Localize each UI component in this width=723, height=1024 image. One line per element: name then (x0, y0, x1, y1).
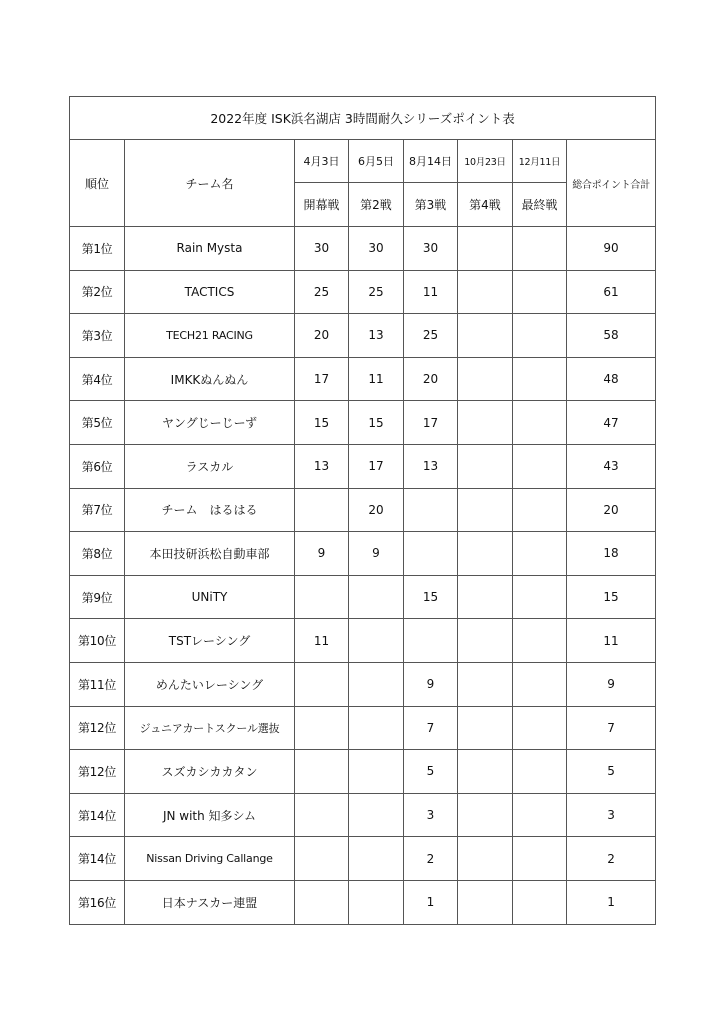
round-1-points: 11 (295, 619, 349, 663)
round-header-1: 開幕戦 (295, 183, 349, 227)
rank-cell: 第12位 (70, 750, 125, 794)
rank-cell: 第6位 (70, 444, 125, 488)
round-2-points (349, 837, 404, 881)
round-5-points (513, 880, 567, 924)
round-4-points (458, 619, 513, 663)
round-4-points (458, 357, 513, 401)
round-4-points (458, 270, 513, 314)
round-2-points: 9 (349, 532, 404, 576)
round-3-points: 15 (404, 575, 458, 619)
total-points: 20 (567, 488, 656, 532)
round-header-2: 第2戦 (349, 183, 404, 227)
round-header-5: 最終戦 (513, 183, 567, 227)
rank-cell: 第7位 (70, 488, 125, 532)
round-2-points: 25 (349, 270, 404, 314)
team-name-cell: ジュニアカートスクール選抜 (125, 706, 295, 750)
table-row (70, 837, 656, 881)
round-5-points (513, 706, 567, 750)
total-points: 7 (567, 706, 656, 750)
round-1-points: 20 (295, 314, 349, 358)
round-3-points: 9 (404, 662, 458, 706)
round-2-points: 11 (349, 357, 404, 401)
round-3-points: 13 (404, 444, 458, 488)
round-2-points (349, 619, 404, 663)
team-name-cell: IMKKぬんぬん (125, 357, 295, 401)
round-2-points: 15 (349, 401, 404, 445)
table-row (70, 227, 656, 271)
round-2-points: 17 (349, 444, 404, 488)
round-3-points: 25 (404, 314, 458, 358)
round-5-points (513, 532, 567, 576)
table-row (70, 706, 656, 750)
points-table (69, 96, 656, 925)
table-row (70, 793, 656, 837)
team-name-cell: めんたいレーシング (125, 662, 295, 706)
total-points: 90 (567, 227, 656, 271)
round-2-points (349, 662, 404, 706)
rank-cell: 第12位 (70, 706, 125, 750)
team-name-cell: TSTレーシング (125, 619, 295, 663)
round-5-points (513, 444, 567, 488)
round-4-points (458, 837, 513, 881)
table-row (70, 532, 656, 576)
round-5-points (513, 837, 567, 881)
round-5-points (513, 227, 567, 271)
round-3-points (404, 488, 458, 532)
round-1-points (295, 575, 349, 619)
round-5-points (513, 619, 567, 663)
round-2-points: 20 (349, 488, 404, 532)
round-1-points (295, 750, 349, 794)
rank-cell: 第16位 (70, 880, 125, 924)
team-name-cell: スズカシカカタン (125, 750, 295, 794)
rank-cell: 第4位 (70, 357, 125, 401)
date-header-3: 8月14日 (404, 140, 458, 183)
total-points: 9 (567, 662, 656, 706)
round-3-points: 2 (404, 837, 458, 881)
round-1-points (295, 837, 349, 881)
round-4-points (458, 793, 513, 837)
rank-cell: 第1位 (70, 227, 125, 271)
round-4-points (458, 706, 513, 750)
table-row (70, 662, 656, 706)
round-3-points: 7 (404, 706, 458, 750)
round-1-points (295, 793, 349, 837)
round-3-points (404, 532, 458, 576)
team-name-cell: チーム はるはる (125, 488, 295, 532)
round-header-3: 第3戦 (404, 183, 458, 227)
date-header-4: 10月23日 (458, 140, 513, 183)
round-4-points (458, 880, 513, 924)
round-5-points (513, 793, 567, 837)
total-points: 2 (567, 837, 656, 881)
table-row (70, 880, 656, 924)
date-header-5: 12月11日 (513, 140, 567, 183)
round-3-points (404, 619, 458, 663)
rank-cell: 第9位 (70, 575, 125, 619)
team-header: チーム名 (125, 140, 295, 227)
round-1-points (295, 488, 349, 532)
team-name-cell: TECH21 RACING (125, 314, 295, 358)
round-5-points (513, 357, 567, 401)
round-5-points (513, 314, 567, 358)
team-name-cell: Rain Mysta (125, 227, 295, 271)
table-title: 2022年度 ISK浜名湖店 3時間耐久シリーズポイント表 (70, 97, 656, 140)
team-name-cell: 本田技研浜松自動車部 (125, 532, 295, 576)
table-row (70, 488, 656, 532)
total-points: 11 (567, 619, 656, 663)
round-1-points (295, 706, 349, 750)
round-2-points: 13 (349, 314, 404, 358)
round-2-points (349, 880, 404, 924)
round-1-points: 25 (295, 270, 349, 314)
rank-cell: 第5位 (70, 401, 125, 445)
total-points: 18 (567, 532, 656, 576)
rank-cell: 第14位 (70, 793, 125, 837)
total-points: 58 (567, 314, 656, 358)
rank-cell: 第11位 (70, 662, 125, 706)
round-5-points (513, 750, 567, 794)
total-points: 43 (567, 444, 656, 488)
total-points: 48 (567, 357, 656, 401)
round-5-points (513, 575, 567, 619)
round-5-points (513, 488, 567, 532)
round-4-points (458, 532, 513, 576)
table-row (70, 575, 656, 619)
round-header-4: 第4戦 (458, 183, 513, 227)
team-name-cell: JN with 知多シム (125, 793, 295, 837)
round-1-points (295, 880, 349, 924)
table-row (70, 444, 656, 488)
round-4-points (458, 488, 513, 532)
date-header-1: 4月3日 (295, 140, 349, 183)
total-points: 61 (567, 270, 656, 314)
round-4-points (458, 314, 513, 358)
rank-header: 順位 (70, 140, 125, 227)
team-name-cell: UNiTY (125, 575, 295, 619)
total-points: 47 (567, 401, 656, 445)
table-row (70, 619, 656, 663)
table-row (70, 270, 656, 314)
round-4-points (458, 227, 513, 271)
round-2-points: 30 (349, 227, 404, 271)
round-2-points (349, 750, 404, 794)
round-1-points: 9 (295, 532, 349, 576)
team-name-cell: ヤングじーじーず (125, 401, 295, 445)
round-4-points (458, 575, 513, 619)
round-5-points (513, 270, 567, 314)
table-row (70, 401, 656, 445)
round-4-points (458, 750, 513, 794)
round-3-points: 5 (404, 750, 458, 794)
total-points: 1 (567, 880, 656, 924)
rank-cell: 第2位 (70, 270, 125, 314)
total-points: 5 (567, 750, 656, 794)
team-name-cell: TACTICS (125, 270, 295, 314)
round-4-points (458, 662, 513, 706)
round-1-points: 17 (295, 357, 349, 401)
table-row (70, 314, 656, 358)
round-3-points: 17 (404, 401, 458, 445)
round-5-points (513, 662, 567, 706)
rank-cell: 第3位 (70, 314, 125, 358)
team-name-cell: Nissan Driving Callange (125, 837, 295, 881)
team-name-cell: ラスカル (125, 444, 295, 488)
rank-cell: 第10位 (70, 619, 125, 663)
round-3-points: 1 (404, 880, 458, 924)
table-row (70, 750, 656, 794)
rank-cell: 第8位 (70, 532, 125, 576)
date-header-2: 6月5日 (349, 140, 404, 183)
round-3-points: 11 (404, 270, 458, 314)
round-1-points (295, 662, 349, 706)
round-3-points: 20 (404, 357, 458, 401)
round-2-points (349, 575, 404, 619)
total-header: 総合ポイント合計 (567, 140, 656, 227)
round-1-points: 15 (295, 401, 349, 445)
team-name-cell: 日本ナスカー連盟 (125, 880, 295, 924)
round-5-points (513, 401, 567, 445)
round-3-points: 3 (404, 793, 458, 837)
round-1-points: 13 (295, 444, 349, 488)
round-2-points (349, 706, 404, 750)
total-points: 3 (567, 793, 656, 837)
round-4-points (458, 444, 513, 488)
round-3-points: 30 (404, 227, 458, 271)
round-2-points (349, 793, 404, 837)
round-1-points: 30 (295, 227, 349, 271)
rank-cell: 第14位 (70, 837, 125, 881)
round-4-points (458, 401, 513, 445)
table-row (70, 357, 656, 401)
total-points: 15 (567, 575, 656, 619)
